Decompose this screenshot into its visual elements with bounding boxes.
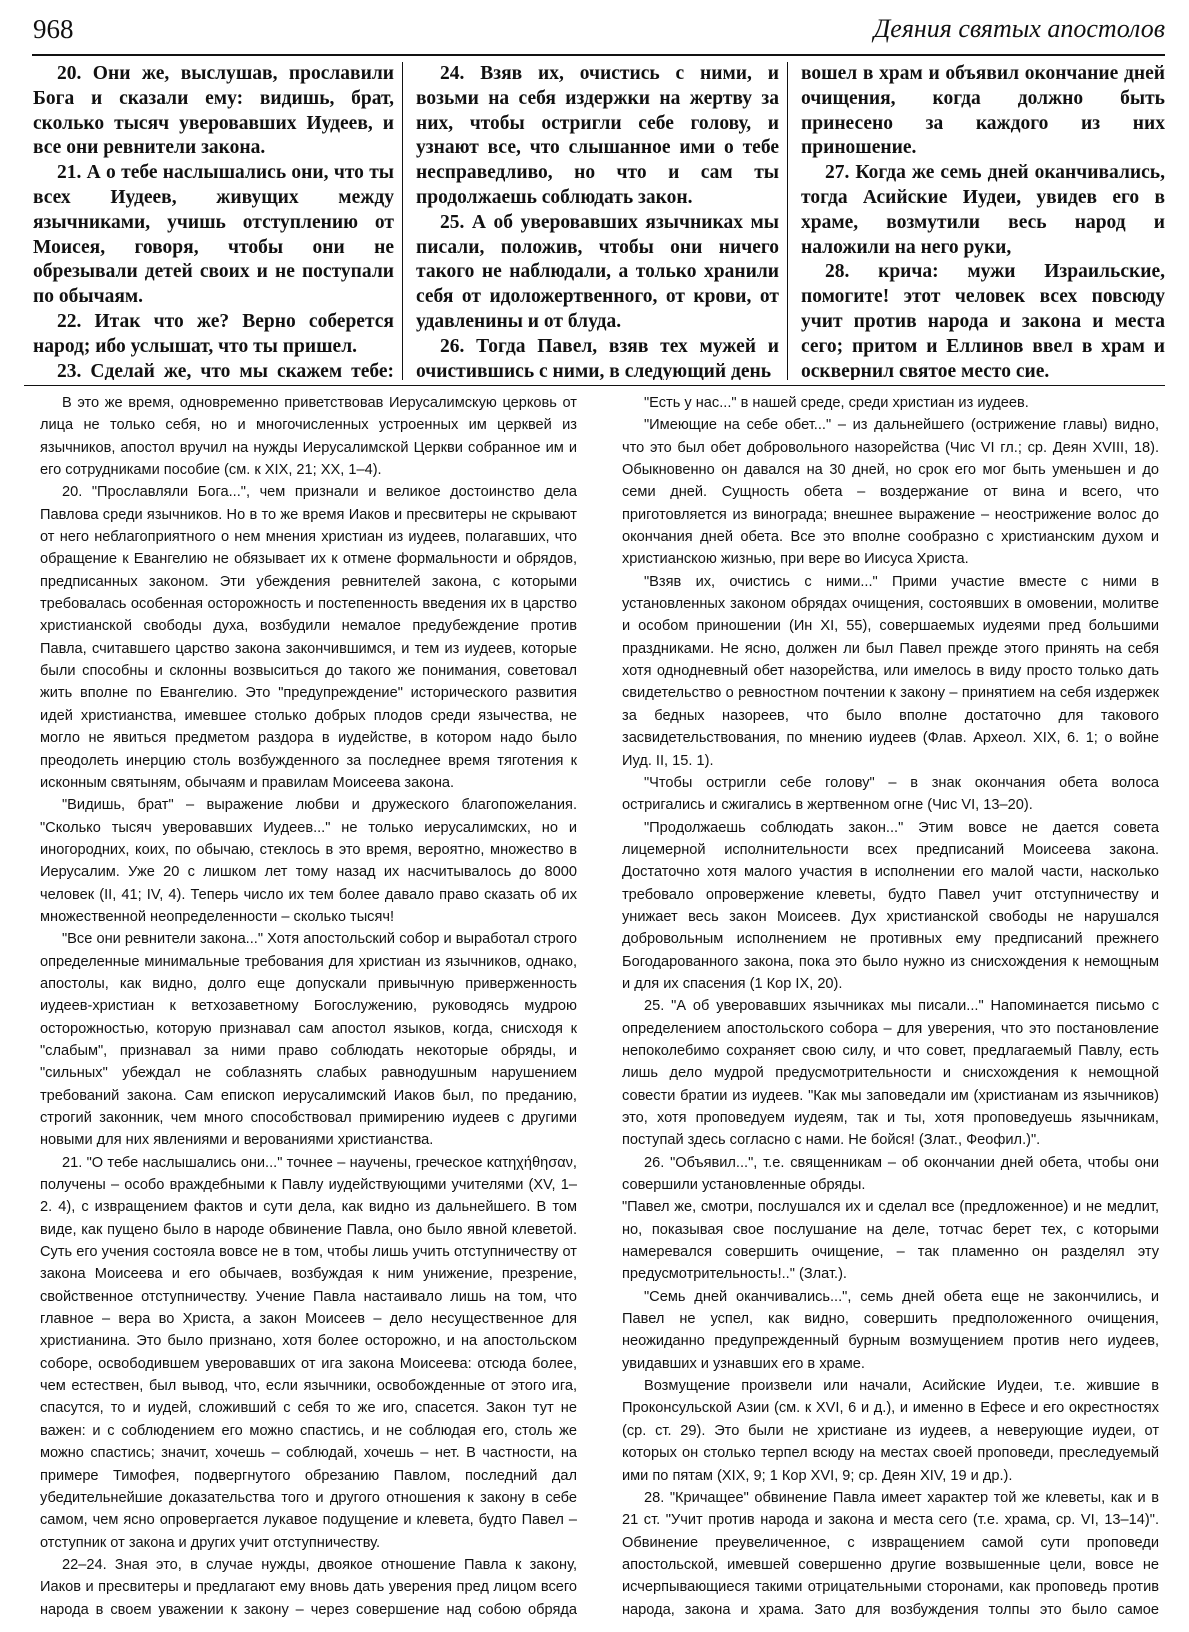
verse-26: 26. Тогда Павел, взяв тех мужей и очистившись с ними, в следующий день [416, 335, 779, 380]
commentary-paragraph: Возмущение произвели или начали, Асийские Иудеи, т.е. жившие в Проконсульской Азии (см. к XVI, 6 и д.), и именно в Ефесе и его окрестностях (ср. ст. 29). Это были не христиане из иудеев, а неверующие иудеи, от которых он столько терпел всюду на местах своей проповеди, преследуемый ими по пятам (XIX, 9; 1 Кор XVI, 9; ср. Деян XIV, 19 и др.). [622, 1378, 1159, 1484]
scripture-column-1 [33, 62, 403, 380]
verse-20: 20. Они же, выслушав, прославили Бога и сказали ему: видишь, брат, сколько тысяч уверовавших Иудеев, и все они ревнители закона. [33, 63, 394, 159]
verse-28: 28. крича: мужи Израильские, помогите! этот человек всех повсюду учит против народа и закона и места сего; притом и Еллинов ввел в храм и осквернил святое место сие. [801, 261, 1165, 380]
commentary-paragraph: 22–24. Зная это, в случае нужды, двоякое отношение Павла к закону, Иаков и пресвитеры и предлагают ему вновь дать уверения пред лицом всего народа в своем уважении к закону – через совершение над собою обряда [40, 1556, 577, 1618]
commentary-paragraph: "Семь дней оканчивались...", семь дней обета еще не закончились, и Павел не успел, как видно, совершить предположенного очищения, неожиданно предупрежденный бурным возмущением против него иудеев, увидавших и узнавших его в храме. [622, 1288, 1159, 1372]
commentary-paragraph: 26. "Объявил...", т.е. священникам – об окончании дней обета, чтобы они совершили установленные обряды. [622, 1154, 1159, 1194]
running-title: Деяния святых апостолов [873, 14, 1165, 43]
commentary-paragraph: "Имеющие на себе обет..." – из дальнейшего (острижение главы) видно, что это был обет добровольного назорейства (Чис VI гл.; ср. Деян XVIII, 18). Обыкновенно он давался на 30 дней, но срок его мог быть уменьшен и до семи дней. Сущность обета – воздержание от вина и всего, что приготовляется из винограда; внешнее выражение – неострижение волос до окончания дней обета. Все это вполне сообразно с христианским духом и христианскою жизнью, при вере во Иисуса Христа. [622, 417, 1159, 568]
verse-26-continued: вошел в храм и объявил окончание дней очищения, когда должно быть принесено за каждого из них приношение. [801, 63, 1165, 159]
commentary-paragraph: 21. "О тебе наслышались они..." точнее – научены, греческое κατηχήθησαν, получены – особо враждебными к Павлу иудействующими учителями (XV, 1–2. 4), с извращением фактов и сути дела, как видно из дальнейшего. В том виде, как пущено было в народе обвинение Павла, оно было явной клеветой. Суть его учения состояла вовсе не в том, чтобы лишь учить отступничеству от закона Моисеева и его обычаев, возбуждая к ним унижение, презрение, свойственное отступничеству. Учение Павла настаивало лишь на том, что главное – вера во Христа, а закон Моисеев – дело несущественное для христианина. Это было признано, хотя более осторожно, и на апостольском соборе, освободившем уверовавших от ига закона Моисеева: отсюда более, чем естествен, был вывод, что, если язычники, освобожденные от этого ига, спасутся, то и иудей, сложивший с себя то же иго, спасется. Закон тут не важен: и с соблюдением его можно спастись, и не соблюдая его, столь же можно спастись; значит, хочешь – соблюдай, хочешь – нет. В частности, на примере Тимофея, подвергнутого обрезанию Павлом, последний дал убедительнейшие доказательства того и другого отношения к закону в себе самом, чем ясно опровергается лукавое подущение и клевета, будто Павел – отступник от закона и других учит отступничеству. [40, 1154, 577, 1551]
commentary-column-right [622, 392, 1159, 1620]
scripture-column-2 [416, 62, 788, 380]
commentary-paragraph: 20. "Прославляли Бога...", чем признали и великое достоинство дела Павлова среди язычников. Но в то же время Иаков и пресвитеры не скрывают от него неблагоприятного о нем мнения христиан из иудеев, полагавших, что обращение к Евангелию не обязывает их к отмене формальности и обрядов, предписанных законом. Эти убеждения ревнителей закона, с которыми требовалась особенная осторожность и постепенность введения их в царство христианской свободы духа, возбудили немалое предубеждение против Павла, считавшего царство закона закончившимся, и тем из иудеев, которые были способны и склонны возвыситься до такого же понимания, советовал жить вполне по Евангелию. Это "предупреждение" исторического развития идей христианства, имевшее столько добрых плодов среди язычества, не могло не явиться предметом раздора в иудействе, в котором надо было преодолеть инерцию столь возбужденного за последнее время тяготения к исконным святыням, обычаям и правилам Моисеева закона. [40, 484, 577, 791]
commentary-paragraph: В это же время, одновременно приветствовав Иерусалимскую церковь от лица не только себя, но и многочисленных устроенных им церквей из язычников, апостол вручил на нужды Иерусалимской Церкви собранное им и его сотрудниками пособие (см. к XIX, 21; XX, 1–4). [40, 395, 577, 479]
commentary-paragraph: "Чтобы остригли себе голову" – в знак окончания обета волоса остригались и сжигались в жертвенном огне (Чис VI, 13–20). [622, 774, 1159, 814]
commentary-paragraph: "Видишь, брат" – выражение любви и дружеского благопожелания. "Сколько тысяч уверовавших Иудеев..." не только иерусалимских, но и иногородних, коих, по обычаю, стеклось в это время, вероятно, множество в Иерусалим. Уже 20 с лишком лет тому назад их насчитывалось до 8000 человек (II, 41; IV, 4). Теперь число их тем более давало право сказать об их множественной неопределенности – сколько тысяч! [40, 797, 577, 925]
scripture-column-3 [801, 62, 1165, 380]
header-rule [32, 54, 1165, 56]
commentary-paragraph: "Взяв их, очистись с ними..." Прими участие вместе с ними в установленных законом обрядах очищения, состоявших в омовении, молитве и особом приношении (Ин XI, 55), совершаемых иудеями пред большими праздниками. Не ясно, должен ли был Павел прежде этого принять на себя хотя однодневный обет назорейства, или имелось в виду просто только дать свидетельство о ревностном почтении к закону – принятием на себя издержек за бедных назореев, что было вполне достаточно для такового засвидетельствования, по мнению иудеев (Флав. Археол. XIX, 6. 1; о войне Иуд. II, 15. 1). [622, 573, 1159, 769]
commentary-paragraph: 28. "Кричащее" обвинение Павла имеет характер той же клеветы, как и в 21 ст. "Учит против народа и закона и места сего (т.е. храма, ср. VI, 13–14)". Обвинение преувеличенное, с извращением самой сути проповеди апостольской, имевшей совершенно другие возвышенные цели, вовсе не исчерпывающиеся такими отрицательными сторонами, как проповедь против народа, закона и храма. Зато для возбуждения толпы это было самое [622, 1489, 1159, 1618]
commentary-paragraph: "Продолжаешь соблюдать закон..." Этим вовсе не дается совета лицемерной исполнительности всех предписаний Моисеева закона. Достаточно хотя малого участия в исполнении его малой части, насколько требовало опровержение клеветы, будто Павел учит отступничеству и унижает весь закон Моисеев. Дух христианской свободы не нарушался добровольным исполнением не противных ему предписаний прежнего Богодарованного закона, пока это было нужно из снисхождения к немощным и для их спасения (1 Кор IX, 20). [622, 819, 1159, 992]
commentary-paragraph: "Павел же, смотри, послушался их и сделал все (предложенное) и не медлит, но, показывая свое послушание на деле, тотчас берет тех, с которыми намеревался совершить очищение, – так пламенно он разделял эту предусмотрительность!.." (Злат.). [622, 1199, 1159, 1283]
commentary-paragraph: "Есть у нас..." в нашей среде, среди христиан из иудеев. [644, 395, 1029, 411]
verse-23: 23. Сделай же, что мы скажем тебе: [57, 360, 394, 380]
section-divider [24, 385, 1165, 386]
commentary-column-left [40, 392, 577, 1620]
verse-25: 25. А об уверовавших язычниках мы писали, положив, чтобы они ничего такого не наблюдали, а только хранили себя от идоложертвенного, от крови, от удавленины и от блуда. [416, 211, 779, 332]
verse-21: 21. А о тебе наслышались они, что ты всех Иудеев, живущих между язычниками, учишь отступлению от Моисея, говоря, чтобы они не обрезывали детей своих и не поступали по обычаям. [33, 162, 394, 308]
commentary-paragraph: "Все они ревнители закона..." Хотя апостольский собор и выработал строго определенные минимальные требования для христиан из язычников, однако, апостолы, как видно, долго еще допускали привычную приверженность иудеев-христиан к ветхозаветному Богослужению, руководясь мудрою осторожностью, которую признавал сам апостол языков, когда, снисходя к "слабым", признавал за ними право соблюдать некоторые обряды, и "сильных" убеждал не соблазнять слабых равнодушным нарушением требований закона. Сам епископ иерусалимский Иаков был, по преданию, строгий законник, чем много способствовал примирению иудеев с другими новыми для них явлениями и верованиями христианства. [40, 931, 577, 1149]
verse-24: 24. Взяв их, очистись с ними, и возьми на себя издержки на жертву за них, чтобы остригли себе голову, и узнают все, что слышанное ими о тебе несправедливо, но что и сам ты продолжаешь соблюдать закон. [416, 63, 779, 208]
page-number: 968 [33, 14, 74, 44]
commentary-text [40, 392, 1166, 1620]
scripture-text [33, 62, 1165, 380]
commentary-paragraph: 25. "А об уверовавших язычниках мы писали..." Напоминается письмо с определением апостольского собора – для уверения, что это постановление непоколебимо сохраняет свою силу, и что совет, предлагаемый Павлу, есть лишь дело мудрой предусмотрительности и снисхождения к немощной совести братии из иудеев. "Как мы заповедали им (христианам из язычников) это, хотя проповедуем иудеям, так и ты, хотя проповедуешь язычникам, поступай здесь согласно с нами. Не бойся! (Злат., Феофил.)". [622, 998, 1159, 1149]
verse-22: 22. Итак что же? Верно соберется народ; ибо услышат, что ты пришел. [33, 310, 394, 357]
verse-27: 27. Когда же семь дней оканчивались, тогда Асийские Иудеи, увидев его в храме, возмутили весь народ и наложили на него руки, [801, 162, 1165, 258]
